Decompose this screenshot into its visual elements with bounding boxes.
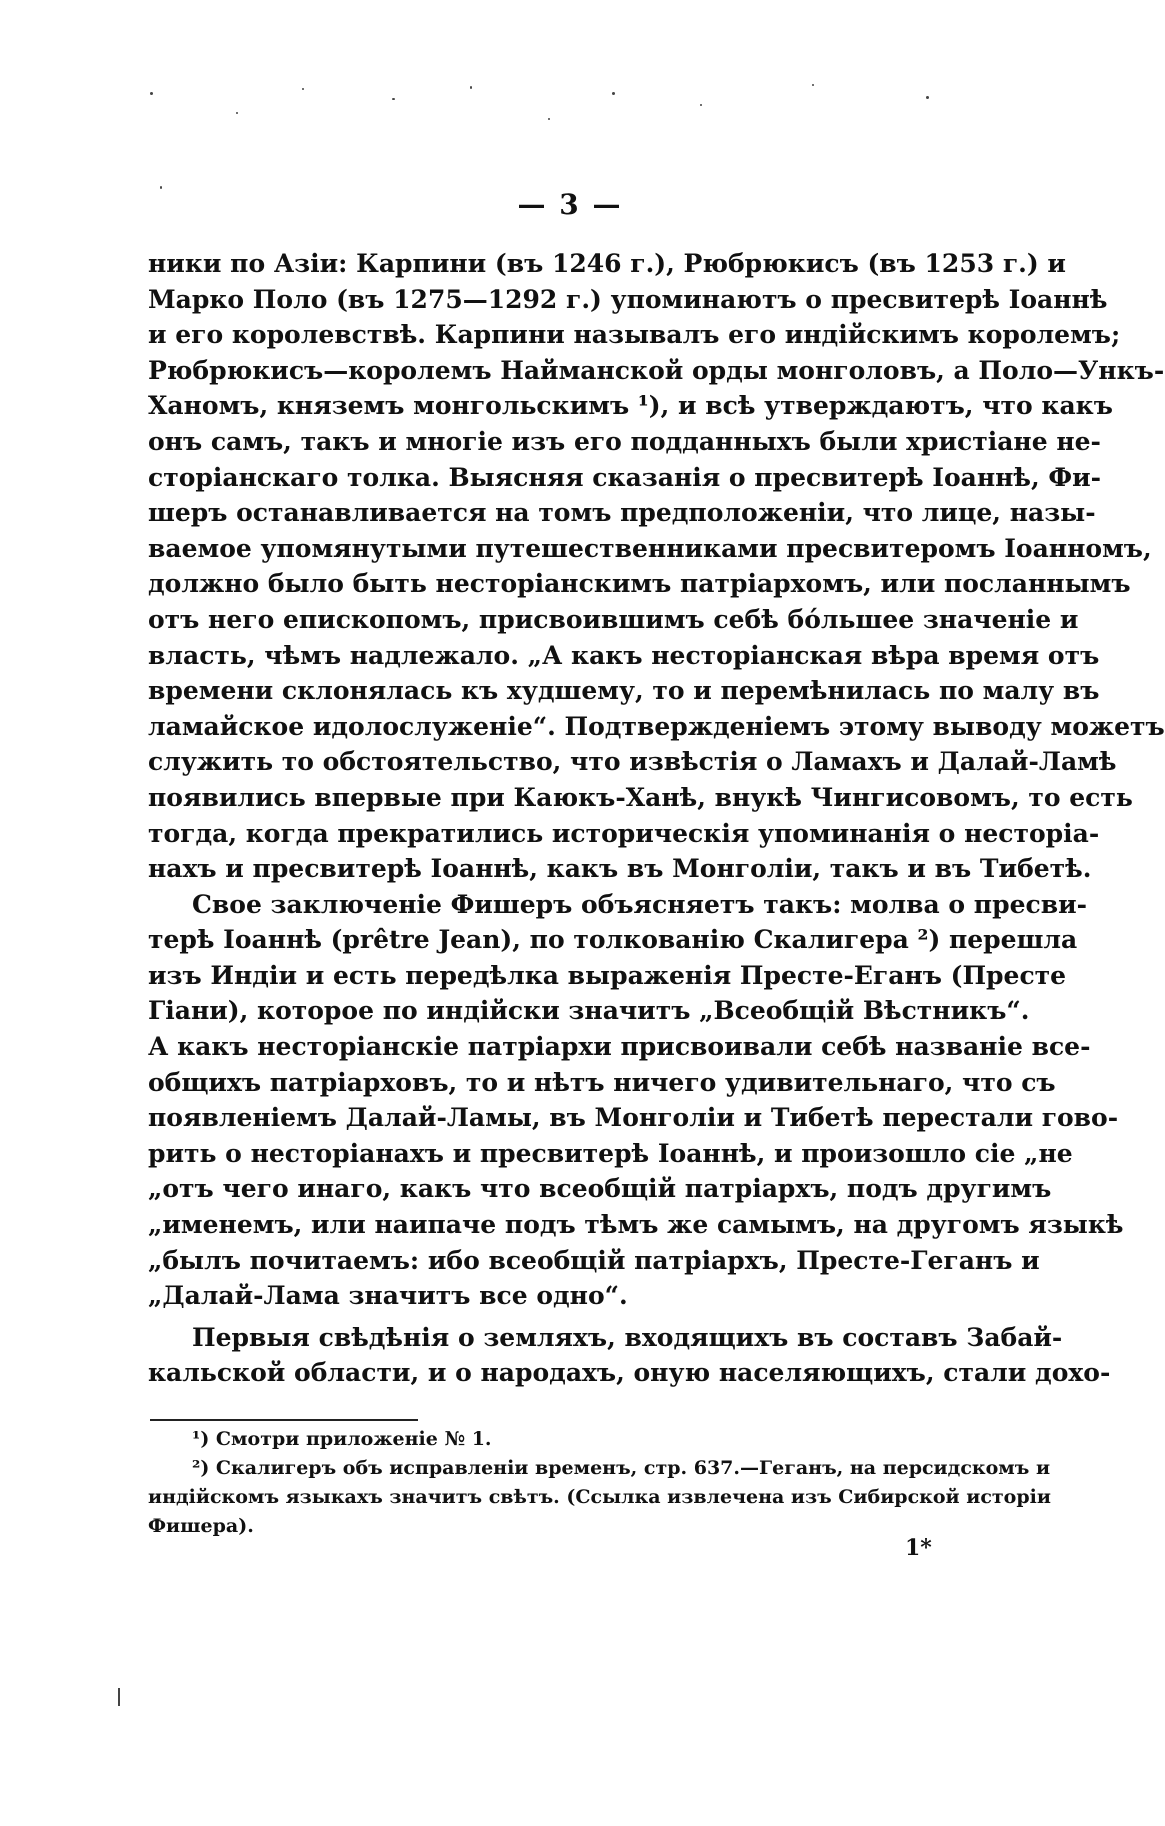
text-line: Ханомъ, княземъ монгольскимъ ¹), и всѣ утверждаютъ, что какъ (148, 391, 1113, 421)
scan-speck (150, 92, 153, 95)
text-line: Первыя свѣдѣнія о земляхъ, входящихъ въ составъ Забай- (192, 1322, 1063, 1352)
text-line: ники по Азіи: Карпини (въ 1246 г.), Рюбрюкисъ (въ 1253 г.) и (148, 249, 1066, 278)
text-line: онъ самъ, такъ и многіе изъ его подданныхъ были христіане не- (148, 426, 1101, 456)
scan-speck (302, 88, 304, 90)
text-line: ламайское идолослуженіе“. Подтвержденіемъ этому выводу можетъ (148, 711, 1165, 741)
text-line: отъ него епископомъ, присвоившимъ себѣ бо́льшее значеніе и (148, 604, 1079, 634)
paragraph-3 (148, 1320, 1111, 1391)
footnote-2-line: ²) Скалигеръ объ исправленіи временъ, стр. 637.—Геганъ, на персидскомъ и (192, 1457, 1051, 1479)
scan-speck (612, 92, 615, 95)
text-line: тогда, когда прекратились историческія упоминанія о несторіа- (148, 818, 1100, 848)
text-line: Свое заключеніе Фишеръ объясняетъ такъ: молва о пресви- (192, 889, 1088, 919)
text-line: „Далай-Лама значитъ все одно“. (148, 1281, 628, 1311)
footnote-2-line: Фишера). (148, 1515, 254, 1537)
scan-speck (700, 104, 702, 106)
text-line: „отъ чего инаго, какъ что всеобщій патріархъ, подъ другимъ (148, 1174, 1052, 1204)
scan-speck (926, 96, 929, 99)
text-line: „былъ почитаемъ: ибо всеобщій патріархъ, Престе-Геганъ и (148, 1245, 1040, 1275)
footnote-2-line: индійскомъ языкахъ значитъ свѣтъ. (Ссылка извлечена изъ Сибирской исторіи (148, 1486, 1051, 1508)
text-line: и его королевствѣ. Карпини называлъ его индійскимъ королемъ; (148, 320, 1121, 350)
scan-speck (812, 84, 814, 86)
text-line: Рюбрюкисъ—королемъ Найманской орды монголовъ, а Поло—Ункъ- (148, 355, 1165, 385)
text-line: „именемъ, или наипаче подъ тѣмъ же самымъ, на другомъ языкѣ (148, 1210, 1124, 1240)
text-line: рить о несторіанахъ и пресвитерѣ Іоаннѣ, и произошло сіе „не (148, 1138, 1073, 1168)
paragraph-1 (148, 246, 1165, 887)
printers-signature-mark: 1* (905, 1535, 932, 1561)
text-line: времени склонялась къ худшему, то и перемѣнилась по малу въ (148, 676, 1100, 706)
text-line: изъ Индіи и есть передѣлка выраженія Престе-Еганъ (Престе (148, 960, 1067, 990)
text-line: кальской области, и о народахъ, оную населяющихъ, стали дохо- (148, 1358, 1111, 1388)
text-line: служить то обстоятельство, что извѣстія о Ламахъ и Далай-Ламѣ (148, 747, 1117, 777)
footnotes (148, 1425, 1051, 1541)
footnote-divider (150, 1419, 418, 1421)
scan-speck (548, 118, 550, 120)
scan-speck (392, 98, 395, 100)
text-line: появились впервые при Каюкъ-Ханѣ, внукѣ Чингисовомъ, то есть (148, 782, 1133, 812)
text-line: власть, чѣмъ надлежало. „А какъ несторіанская вѣра время отъ (148, 640, 1100, 670)
page-number: — 3 — (517, 188, 623, 221)
text-line: Гіани), которое по индійски значитъ „Всеобщій Вѣстникъ“. (148, 996, 1030, 1026)
body-text (148, 246, 1165, 1391)
text-line: Марко Поло (въ 1275—1292 г.) упоминаютъ о пресвитерѣ Іоаннѣ (148, 284, 1108, 314)
scan-speck (118, 1688, 120, 1706)
footnote-1: ¹) Смотри приложеніе № 1. (192, 1428, 492, 1450)
text-line: шеръ останавливается на томъ предположеніи, что лице, назы- (148, 498, 1096, 528)
scan-speck (236, 112, 238, 114)
text-line: нахъ и пресвитерѣ Іоаннѣ, какъ въ Монголіи, такъ и въ Тибетѣ. (148, 854, 1092, 884)
paragraph-2 (148, 887, 1124, 1314)
text-line: должно было быть несторіанскимъ патріархомъ, или посланнымъ (148, 569, 1131, 599)
text-line: терѣ Іоаннѣ (prêtre Jean), по толкованію Скалигера ²) перешла (148, 925, 1078, 955)
scan-speck (470, 86, 472, 89)
text-line: А какъ несторіанскіе патріархи присвоивали себѣ названіе все- (148, 1032, 1091, 1062)
text-line: общихъ патріарховъ, то и нѣтъ ничего удивительнаго, что съ (148, 1067, 1056, 1097)
text-line: появленіемъ Далай-Ламы, въ Монголіи и Тибетѣ перестали гово- (148, 1103, 1119, 1133)
text-line: сторіанскаго толка. Выясняя сказанія о пресвитерѣ Іоаннѣ, Фи- (148, 462, 1102, 492)
text-line: ваемое упомянутыми путешественниками пресвитеромъ Іоанномъ, (148, 533, 1152, 563)
